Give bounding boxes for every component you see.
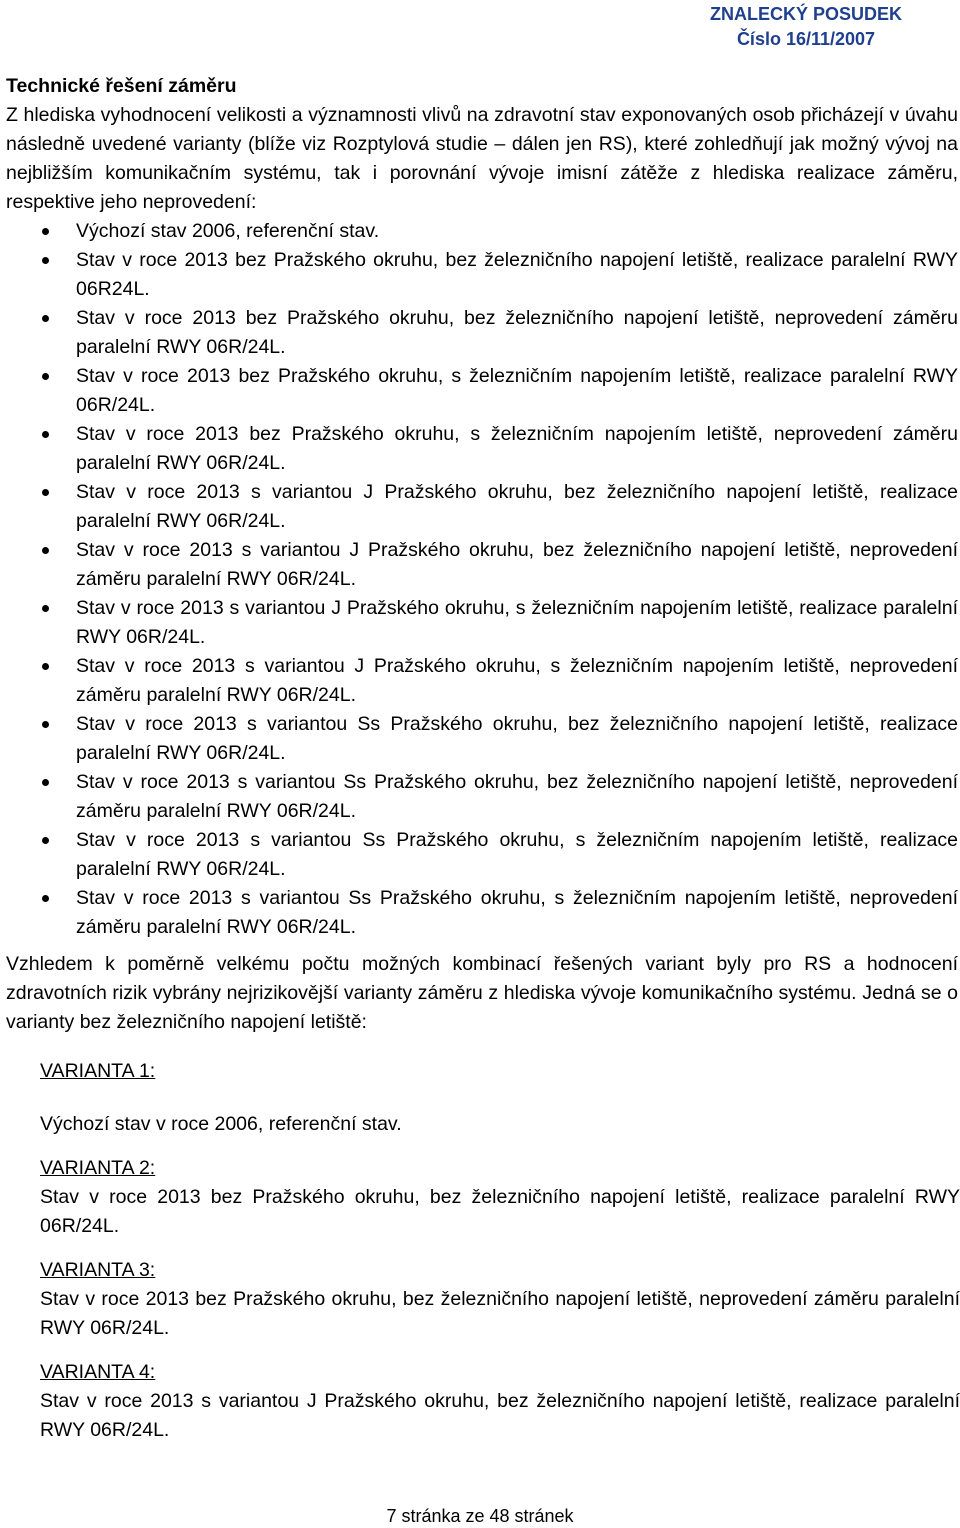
variant-block — [40, 1358, 960, 1445]
list-item: Stav v roce 2013 s variantou J Pražského okruhu, s železničním napojením letiště, neprovedení záměru paralelní RWY 06R/24L. — [6, 652, 958, 710]
page-content — [6, 72, 958, 1460]
variant-text: Stav v roce 2013 bez Pražského okruhu, bez železničního napojení letiště, neprovedení záměru paralelní RWY 06R/24L. — [40, 1288, 960, 1339]
variant-text: Stav v roce 2013 bez Pražského okruhu, bez železničního napojení letiště, realizace paralelní RWY 06R/24L. — [40, 1186, 960, 1237]
list-item: Stav v roce 2013 s variantou Ss Pražského okruhu, s železničním napojením letiště, realizace paralelní RWY 06R/24L. — [6, 826, 958, 884]
section-heading: Technické řešení záměru — [6, 75, 237, 97]
variant-block — [40, 1154, 960, 1241]
selected-variants — [40, 1057, 960, 1445]
list-item: Stav v roce 2013 s variantou J Pražského okruhu, s železničním napojením letiště, realizace paralelní RWY 06R/24L. — [6, 594, 958, 652]
variant-title: VARIANTA 3: — [40, 1259, 156, 1281]
list-item: Stav v roce 2013 bez Pražského okruhu, s železničním napojením letiště, neprovedení záměru paralelní RWY 06R/24L. — [6, 420, 958, 478]
variant-text: Stav v roce 2013 s variantou J Pražského okruhu, bez železničního napojení letiště, realizace paralelní RWY 06R/24L. — [40, 1390, 960, 1441]
closing-paragraph: Vzhledem k poměrně velkému počtu možných kombinací řešených variant byly pro RS a hodnocení zdravotních rizik vybrány nejrizikovější varianty záměru z hlediska vývoje komunikačního systému. Jedná se o varianty bez železničního napojení letiště: — [6, 953, 958, 1033]
variant-block — [40, 1057, 960, 1139]
list-item: Stav v roce 2013 bez Pražského okruhu, bez železničního napojení letiště, neprovedení záměru paralelní RWY 06R/24L. — [6, 304, 958, 362]
variant-title: VARIANTA 2: — [40, 1157, 156, 1179]
list-item: Stav v roce 2013 s variantou Ss Pražského okruhu, bez železničního napojení letiště, realizace paralelní RWY 06R/24L. — [6, 710, 958, 768]
variant-list — [6, 217, 958, 942]
document-type: ZNALECKÝ POSUDEK — [709, 4, 902, 24]
list-item: Stav v roce 2013 s variantou J Pražského okruhu, bez železničního napojení letiště, neprovedení záměru paralelní RWY 06R/24L. — [6, 536, 958, 594]
document-number: Číslo 16/11/2007 — [736, 29, 876, 49]
page-number: 7 stránka ze 48 stránek — [386, 1506, 574, 1526]
variant-block — [40, 1256, 960, 1343]
list-item: Stav v roce 2013 s variantou Ss Pražského okruhu, bez železničního napojení letiště, neprovedení záměru paralelní RWY 06R/24L. — [6, 768, 958, 826]
document-header — [710, 2, 902, 52]
list-item: Výchozí stav 2006, referenční stav. — [6, 217, 958, 246]
variant-title: VARIANTA 1: — [40, 1060, 156, 1082]
list-item: Stav v roce 2013 bez Pražského okruhu, s železničním napojením letiště, realizace paralelní RWY 06R/24L. — [6, 362, 958, 420]
variant-text: Výchozí stav v roce 2006, referenční stav. — [40, 1113, 402, 1135]
list-item: Stav v roce 2013 s variantou Ss Pražského okruhu, s železničním napojením letiště, neprovedení záměru paralelní RWY 06R/24L. — [6, 884, 958, 942]
list-item: Stav v roce 2013 bez Pražského okruhu, bez železničního napojení letiště, realizace paralelní RWY 06R24L. — [6, 246, 958, 304]
list-item: Stav v roce 2013 s variantou J Pražského okruhu, bez železničního napojení letiště, realizace paralelní RWY 06R/24L. — [6, 478, 958, 536]
intro-paragraph: Z hlediska vyhodnocení velikosti a významnosti vlivů na zdravotní stav exponovaných osob přicházejí v úvahu následně uvedené varianty (blíže viz Rozptylová studie – dálen jen RS), které zohledňují jak možný vývoj na nejbližším komunikačním systému, tak i porovnání vývoje imisní zátěže z hlediska realizace záměru, respektive jeho neprovedení: — [6, 104, 958, 213]
variant-title: VARIANTA 4: — [40, 1361, 156, 1383]
